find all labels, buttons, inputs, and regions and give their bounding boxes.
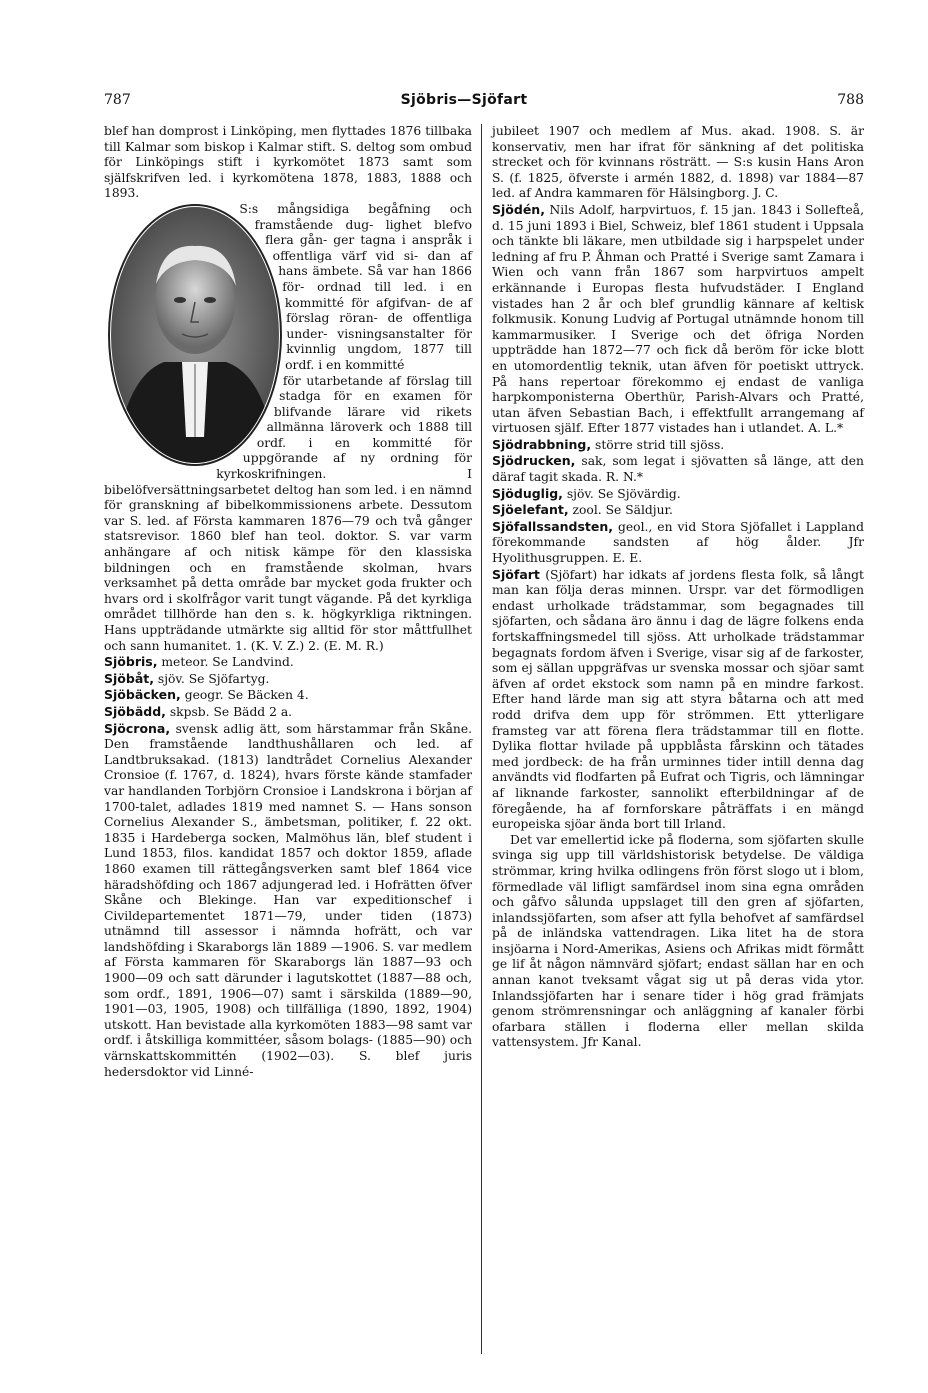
column-divider <box>481 124 482 1354</box>
portrait-image <box>104 202 286 468</box>
page-number-left: 787 <box>104 92 131 108</box>
entry-body: skpsb. Se Bädd 2 a. <box>169 704 293 719</box>
headword: Sjödrucken, <box>492 453 576 469</box>
portrait-engraving <box>104 202 286 468</box>
headword: Sjöbris, <box>104 654 158 670</box>
paragraph-sjofart-2: Det var emellertid icke på floderna, som sjöfarten skulle svinga sig upp till världshistorisk betydelse. De väldiga strömmar, kring hvilka odlingens frön först slogo ut i blom, förmedlade väl lifligt samfärdsel inom sina egna områden och gåfvo sålunda uppslaget till den gren af sjöfarten, inlandssjöfarten, som afser att fylla behofvet af samfärdsel på de inländska vattendragen. Lika litet ha de stora insjöarna i Nord-Amerikas, Asiens och Afrikas midt förmått ge lif åt någon nämnvärd sjöfart; endast sällan har en och annan kanot tveksamt vågat sig ut på deras vida ytor. Inlandssjöfarten har i senare tider i hög grad främjats genom strömrensningar och anläggning af kanaler förbi ofarbara ställen i floderna eller mellan skilda vattensystem. Jfr Kanal. <box>492 832 864 1050</box>
headword: Sjöfallssandsten, <box>492 518 614 534</box>
entry-body: svensk adlig ätt, som härstammar från Skåne. Den framstående landthushållaren och led. af Landtbruksakad. (1813) landtrådet Cornelius Alexander Cronsioe (f. 1767, d. 1824), hvars förste kände stamfader var handlanden Torbjörn Cronsioe i Landskrona i början af 1700-talet, adlades 1819 med namnet S. — Hans sonson Cornelius Alexander S., ämbetsman, politiker, f. 22 okt. 1835 i Hardeberga socken, Malmöhus län, blef student i Lund 1853, filos. kandidat 1857 och doktor 1859, aflade 1860 examen till rättegångsverken samt blef 1864 vice häradshöfding och 1867 adjungerad led. i Hofrätten öfver Skåne och Blekinge. Han var expeditionschef i Civildepartementet 1871—79, under tiden (1873) utnämnd till assessor i nämnda hofrätt, och var landshöfding i Skaraborgs län 1889 —1906. S. var medlem af Första kammaren för Skaraborgs län 1887—93 och 1900—09 och satt därunder i lagutskottet (1887—88 och, som ordf., 1891, 1906—07) samt i särskilda (1889—90, 1901—03, 1905, 1908) och tillfälliga (1890, 1892, 1904) utskott. Han bevistade alla kyrkomöten 1883—98 samt var ordf. i åtskilliga kommittéer, såsom bolags- (1885—90) och värnskattskommittén (1902—03). S. blef juris hedersdoktor vid Linné- <box>104 721 472 1079</box>
entry-body: meteor. Se Landvind. <box>161 655 294 670</box>
headword: Sjöcrona, <box>104 720 171 736</box>
entry-sjobat <box>104 671 472 688</box>
entry-body: sak, som legat i sjövatten så länge, att den däraf tagit skada. R. N.* <box>492 454 864 485</box>
right-column <box>492 124 864 1051</box>
headword: Sjöduglig, <box>492 485 563 501</box>
entry-sjofallssandsten <box>492 519 864 567</box>
entry-sjodrucken <box>492 453 864 485</box>
headword: Sjöfart <box>492 566 540 582</box>
headword: Sjödrabbning, <box>492 436 592 452</box>
headword: Sjöbädd, <box>104 703 166 719</box>
entry-body: (Sjöfart) har idkats af jordens flesta folk, så långt man kan följa deras minnen. Urspr. var det förmodligen endast urholkade trädstammar, som begagnades till sjöfarten, och sådana äro ännu i dag de lägre folkens enda fortskaffningsmedel till sjöss. Att urholkade trädstammar begagnats fordom äfven i Sverige, visar sig af de farkoster, som ej sällan uppgräfvas ur svenska mossar och sjöar samt äfven af ordet ekstock som namn på en mindre farkost. Efter hand lärde man sig att styra båtarna och att med rodd drifva dem upp för strömmen. Ett ytterligare framsteg var att förena flera trädstammar till en flotte. Dylika flottar hvilade på uppblåsta fårskinn och tätades med jordbeck: de ha från urminnes tider intill denna dag användts vid flodfarten på Eufrat och Tigris, och lämningar af liknande farkoster, sannolikt efterbildningar af de föregående, ha af fornforskare påträffats i en mängd europeiska sjöar ända bort till Irland. <box>492 567 864 832</box>
headword: Sjöbåt, <box>104 670 154 686</box>
headword: Sjöelefant, <box>492 502 569 518</box>
page-number-right: 788 <box>837 92 864 108</box>
left-column <box>104 124 472 1080</box>
paragraph-tail: för utarbetande af förslag till stadga för en examen för blifvande lärare vid rikets allmänna läroverk och 1888 till ordf. i en kommitté för uppgörande af ny ordning för kyrkoskrifningen. I bibelöfversättningsarbetet deltog han som led. i en nämnd för granskning af bibelkommissionens arbete. Dessutom var S. led. af Första kammaren 1876—79 och två gånger statsrevisor. 1860 blef han teol. doktor. S. var varm anhängare af och nitisk kämpe för den klassiska bildningen och en framstående skolman, hvars verksamhet på detta område bar mycket goda frukter och hvars ord i skolfrågor varit tungt vägande. På det kyrkliga området tillhörde han den s. k. högkyrkliga riktningen. Hans uppträdande utmärkte sig alltid för stor måttfullhet och sann humanitet. 1. (K. V. Z.) 2. (E. M. R.) <box>104 373 472 653</box>
entry-body: större strid till sjöss. <box>595 437 725 452</box>
entry-sjofart <box>492 567 864 833</box>
running-title: Sjöbris—Sjöfart <box>400 92 528 108</box>
paragraph-continued: blef han domprost i Linköping, men flyttades 1876 tillbaka till Kalmar som biskop i Kalmar stift. S. deltog som ombud för Linköpings stift i kyrkomötet 1873 samt som själfskrifven led. i kyrkomötena 1878, 1883, 1888 och 1893. <box>104 124 472 201</box>
paragraph-continued: jubileet 1907 och medlem af Mus. akad. 1908. S. är konservativ, men har ifrat för sänkning af det politiska strecket och för kvinnans rösträtt. — S:s kusin Hans Aron S. (f. 1825, öfverste i armén 1882, d. 1898) var 1884—87 led. af Andra kammaren för Hälsingborg. J. C. <box>492 124 864 201</box>
entry-body: geogr. Se Bäcken 4. <box>184 688 309 703</box>
headword: Sjöbäcken, <box>104 687 181 703</box>
entry-sjoelefant <box>492 502 864 519</box>
entry-body: Nils Adolf, harpvirtuos, f. 15 jan. 1843 i Sollefteå, d. 15 juni 1893 i Biel, Schweiz, blef 1861 student i Uppsala och tänkte bli läkare, men utbildade sig i harpspelet under ledning af fru P. Åhman och Pratté i Sverige samt Zamara i Wien och vann från 1867 som harpvirtuos ampelt erkännande i Europas flesta hufvudstäder. I England vistades han 2 år och blef grundlig kännare af keltisk folkmusik. Konung Ludvig af Portugal utnämnde honom till kammarmusiker. I Sverige och det öfriga Norden uppträdde han 1872—77 och fick då beröm för icke blott en utomordentlig teknik, utan äfven för poetiskt uttryck. På hans repertoar förekommo ej endast de vanliga harpkomponisterna Oberthür, Parish-Alvars och Pratté, utan äfven Sebastian Bach, i effektfullt arrangemang af virtuosen själf. Efter 1877 vistades han i utlandet. A. L.* <box>492 202 864 436</box>
entry-body: geol., en vid Stora Sjöfallet i Lappland förekommande sandsten af hög ålder. Jfr Hyolithusgruppen. E. E. <box>492 519 864 566</box>
entry-sjobadd <box>104 704 472 721</box>
headword: Sjödén, <box>492 201 545 217</box>
paragraph-wrapped: S:s mångsidiga begåfning och framstående dug- lighet blefvo flera gån- ger tagna i anspråk i offentliga värf vid si- dan af hans ämbete. Så var han 1866 för- ordnad till led. i en kommitté för afgifvan- de af förslag röran- de offentliga under- visningsanstalter för kvinnlig ungdom, 1877 till ordf. i en kommitté <box>239 201 472 372</box>
entry-sjodrabbning <box>492 437 864 454</box>
entry-sjobris <box>104 654 472 671</box>
entry-body: sjöv. Se Sjövärdig. <box>566 486 681 501</box>
entry-sjoden <box>492 202 864 437</box>
entry-sjocrona <box>104 721 472 1081</box>
entry-body: zool. Se Säldjur. <box>572 503 673 518</box>
entry-sjobacken <box>104 687 472 704</box>
entry-body: sjöv. Se Sjöfartyg. <box>157 671 270 686</box>
entry-sjoduglig <box>492 486 864 503</box>
